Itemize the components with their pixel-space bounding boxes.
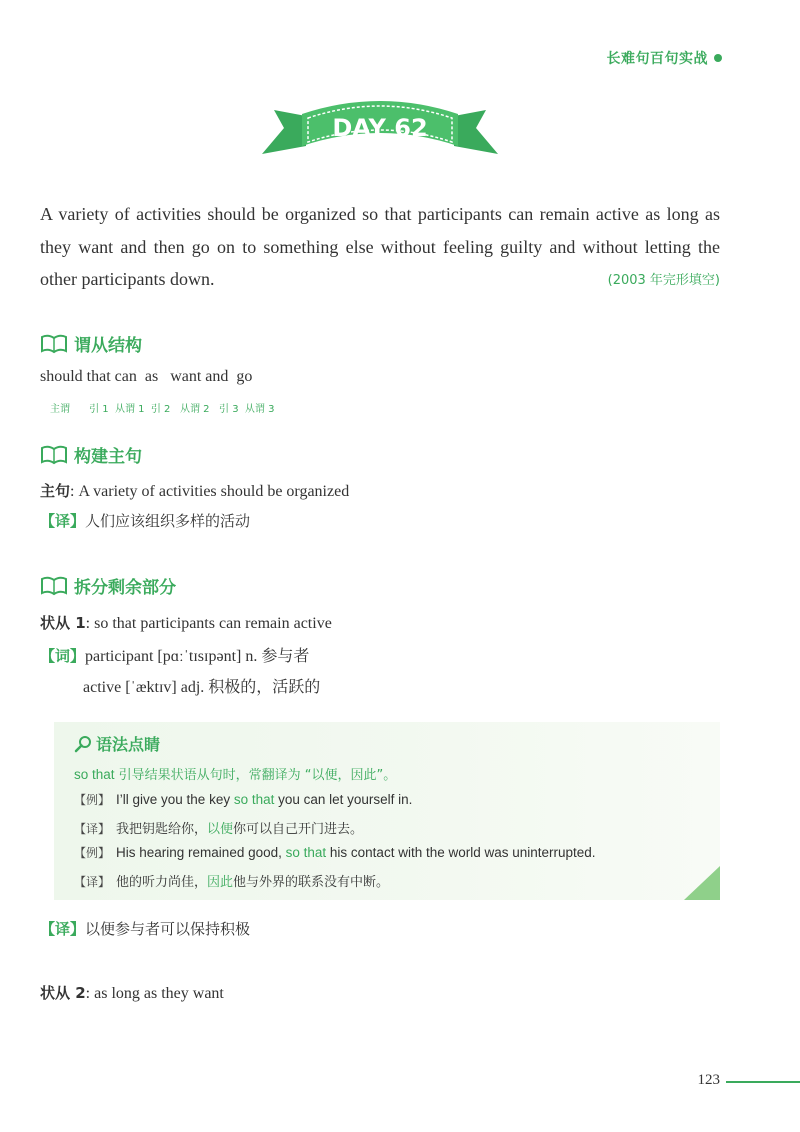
example-1-keyword: so that	[233, 792, 275, 807]
grammar-example-2	[74, 844, 596, 861]
grammar-tip-title: 语法点睛	[96, 735, 161, 754]
section-structure-header	[40, 331, 142, 355]
main-clause-label: 主句	[40, 482, 71, 500]
clause1-translation-text: 以便参与者可以保持积极	[85, 920, 251, 938]
translation-tag: 【译】	[40, 920, 86, 938]
page-number-rule	[726, 1081, 800, 1083]
example-1-part-b: you can let yourself in.	[274, 792, 413, 807]
grammar-example-1	[74, 791, 412, 808]
grammar-rule	[74, 764, 396, 783]
header-dot	[714, 54, 722, 62]
clause1-text: : so that participants can remain active	[85, 615, 332, 632]
magnifier-icon	[74, 735, 92, 753]
grammar-rule-text: 引导结果状语从句时，常翻译为 “以便，因此”。	[114, 768, 397, 783]
page-number: 123	[697, 1072, 720, 1088]
section-split-title: 拆分剩余部分	[74, 577, 176, 598]
translation-1-part-b: 你可以自己开门进去。	[233, 822, 364, 837]
main-translation-line	[40, 510, 250, 531]
clause1-label: 状从 1	[40, 614, 86, 632]
translation-tag: 【译】	[74, 822, 111, 836]
vocab-participant: participant [pɑːˈtɪsɪpənt] n. 参与者	[85, 648, 310, 665]
vocab-line-1	[40, 643, 309, 666]
grammar-box-corner	[684, 866, 720, 900]
translation-2-part-b: 他与外界的联系没有中断。	[233, 875, 390, 890]
page-header-title: 长难句百句实战	[606, 51, 708, 67]
clause2-label: 状从 2	[40, 984, 86, 1002]
translation-2-part-a: 他的听力尚佳，	[116, 875, 208, 890]
section-main-title: 构建主句	[74, 446, 142, 467]
day-banner-label: DAY 62	[332, 114, 428, 142]
grammar-tip-box	[54, 722, 720, 900]
section-split-header	[40, 573, 176, 597]
grammar-translation-1	[74, 818, 363, 837]
example-2-keyword: so that	[285, 845, 327, 860]
example-1-part-a: I’ll give you the key	[116, 792, 234, 807]
example-2-part-b: his contact with the world was uninterrupted.	[326, 845, 596, 860]
open-book-icon	[40, 332, 68, 354]
day-banner	[262, 92, 498, 162]
translation-1-keyword: 以便	[207, 822, 234, 837]
clause2-line	[40, 982, 224, 1003]
open-book-icon	[40, 574, 68, 596]
long-sentence: A variety of activities should be organized so that participants can remain active as long as they want and then go on to something else without feeling guilty and without letting the other participants down.	[40, 204, 720, 289]
vocab-line-2	[83, 674, 320, 697]
example-tag: 【例】	[74, 793, 111, 807]
open-book-icon	[40, 443, 68, 465]
translation-tag: 【译】	[40, 512, 86, 530]
grammar-rule-keyword: so that	[74, 767, 115, 782]
clause2-text: : as long as they want	[85, 985, 224, 1002]
example-2-part-a: His hearing remained good,	[116, 845, 286, 860]
grammar-tip-header	[74, 732, 160, 755]
main-translation-text: 人们应该组织多样的活动	[85, 512, 251, 530]
clause1-line	[40, 612, 332, 633]
translation-1-part-a: 我把钥匙给你，	[116, 822, 208, 837]
translation-tag: 【译】	[74, 875, 111, 889]
translation-2-keyword: 因此	[207, 875, 234, 890]
structure-words: should that can as want and go	[40, 368, 253, 385]
vocab-active: active [ˈæktɪv] adj. 积极的，活跃的	[83, 679, 321, 696]
main-clause-line	[40, 480, 349, 501]
example-tag: 【例】	[74, 846, 111, 860]
structure-marks: 主谓 引 1 从谓 1 引 2 从谓 2 引 3 从谓 3	[50, 404, 275, 415]
grammar-translation-2	[74, 871, 389, 890]
main-clause-text: : A variety of activities should be organized	[70, 483, 350, 500]
section-main-header	[40, 442, 142, 466]
clause1-translation-line	[40, 918, 250, 939]
sentence-source: (2003 年完形填空)	[607, 273, 720, 288]
section-structure-title: 谓从结构	[74, 335, 142, 356]
vocab-tag: 【词】	[40, 647, 86, 665]
